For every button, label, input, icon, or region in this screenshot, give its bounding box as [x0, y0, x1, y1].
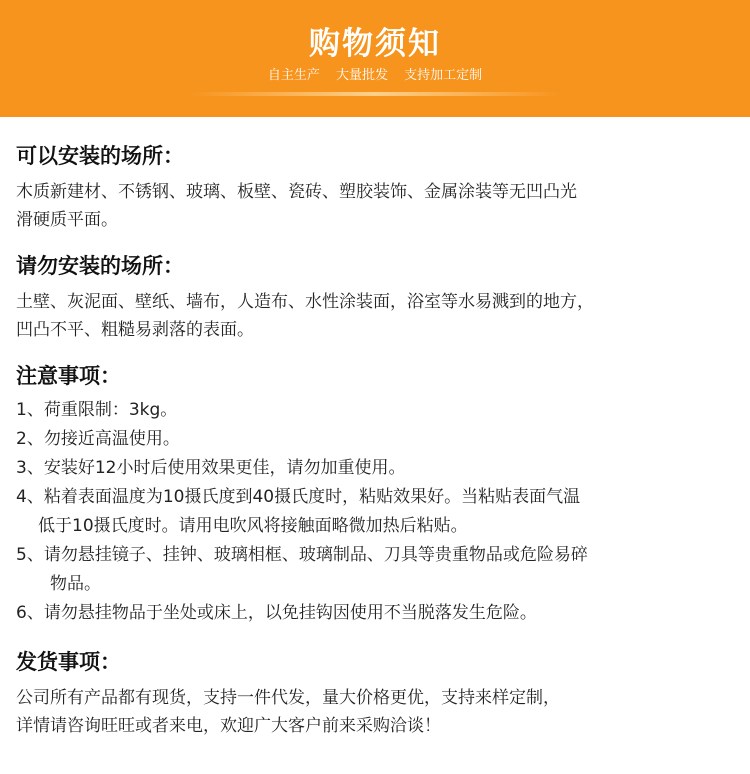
banner-tagline: [0, 67, 750, 85]
section-heading: 可以安装的场所：: [16, 144, 184, 168]
tag-self-production: 自主生产: [267, 68, 320, 83]
page-title: 购物须知: [309, 26, 441, 62]
section-text-line: 木质新建材、不锈钢、玻璃、板壁、瓷砖、塑胶装饰、金属涂装等无凹凸光: [16, 182, 577, 202]
section-allowed-places: [16, 142, 736, 234]
section-notes: [16, 362, 736, 628]
section-text-line: 详情请咨询旺旺或者来电，欢迎广大客户前来采购洽谈！: [16, 716, 441, 736]
section-heading: 注意事项：: [16, 364, 121, 388]
banner-glow-divider: [190, 92, 560, 96]
tag-custom-processing: 支持加工定制: [404, 68, 483, 83]
section-text-line: 凹凸不平、粗糙易剥落的表面。: [16, 320, 254, 340]
tag-wholesale: 大量批发: [335, 68, 388, 83]
section-forbidden-places: [16, 252, 736, 344]
section-text-line: 滑硬质平面。: [16, 210, 118, 230]
note-item-continuation: 物品。: [50, 574, 101, 594]
note-item: 1、荷重限制：3kg。: [16, 400, 178, 420]
notes-list: [16, 396, 736, 628]
header-banner: [0, 0, 750, 117]
note-item: 3、安装好12小时后使用效果更佳，请勿加重使用。: [16, 458, 406, 478]
note-item-continuation: 低于10摄氏度时。请用电吹风将接触面略微加热后粘贴。: [38, 516, 468, 536]
section-text-line: 土壁、灰泥面、壁纸、墙布，人造布、水性涂装面，浴室等水易溅到的地方，: [16, 292, 594, 312]
note-item: 5、请勿悬挂镜子、挂钟、玻璃相框、玻璃制品、刀具等贵重物品或危险易碎: [16, 545, 588, 565]
note-item: 4、粘着表面温度为10摄氏度到40摄氏度时，粘贴效果好。当粘贴表面气温: [16, 487, 581, 507]
section-text-line: 公司所有产品都有现货，支持一件代发，量大价格更优，支持来样定制，: [16, 688, 560, 708]
section-shipping: [16, 648, 736, 740]
note-item: 6、请勿悬挂物品于坐处或床上，以免挂钩因使用不当脱落发生危险。: [16, 603, 537, 623]
section-heading: 请勿安装的场所：: [16, 254, 184, 278]
section-heading: 发货事项：: [16, 650, 121, 674]
note-item: 2、勿接近高温使用。: [16, 429, 180, 449]
